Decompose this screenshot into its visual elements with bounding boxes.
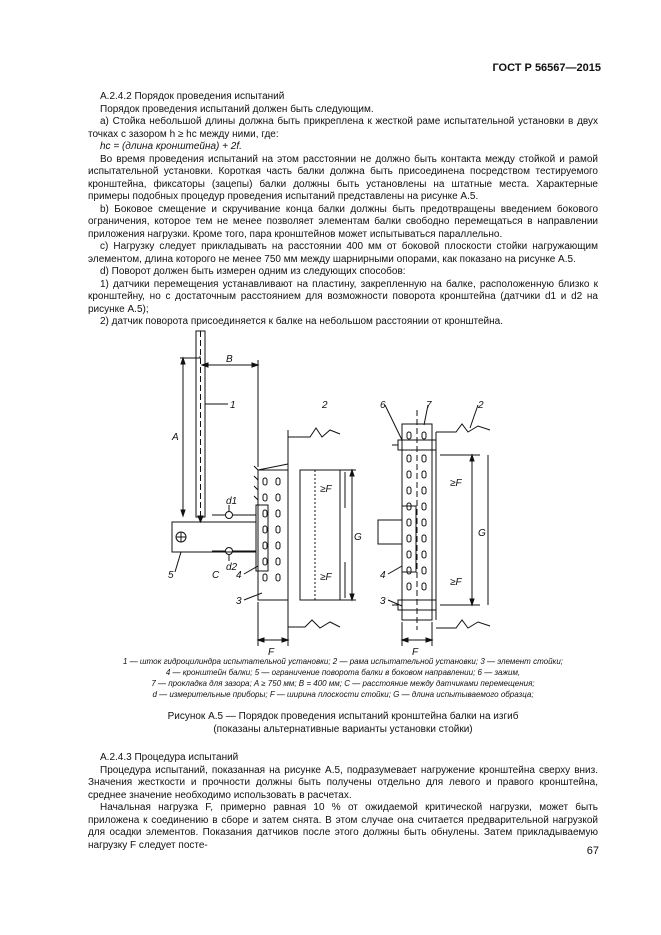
- label-4-right: 4: [380, 570, 386, 581]
- label-geF-bottom: ≥F: [320, 572, 332, 583]
- label-geF-right-bottom: ≥F: [450, 577, 462, 588]
- label-A: A: [172, 432, 179, 443]
- label-7: 7: [426, 400, 432, 411]
- label-3: 3: [236, 596, 242, 607]
- paragraph: Порядок проведения испытаний должен быть следующим.: [100, 103, 374, 115]
- label-2-right: 2: [478, 400, 484, 411]
- label-3-right: 3: [380, 596, 386, 607]
- upright-slots: [263, 478, 280, 581]
- document-id: ГОСТ Р 56567—2015: [492, 62, 601, 74]
- label-G-right: G: [478, 528, 486, 539]
- section-test-procedure: [88, 752, 598, 852]
- label-F-right: F: [412, 647, 419, 658]
- paragraph: Процедура испытаний, показанная на рисунке А.5, подразумевает нагружение кронштейна сверху вниз. Значения жесткости и прочности должны быть получены отдельно для левого и правого кронштейна, среднее значение необходимо использовать в расчетах.: [88, 764, 598, 801]
- label-B: B: [226, 354, 233, 365]
- paragraph: d) Поворот должен быть измерен одним из следующих способов:: [100, 266, 406, 277]
- label-G: G: [354, 532, 362, 543]
- upright-left: [258, 470, 288, 600]
- figure-legend: [88, 656, 598, 700]
- formula: hc = (длина кронштейна) + 2f.: [100, 141, 242, 152]
- label-6: 6: [380, 400, 386, 411]
- paragraph: а) Стойка небольшой длины должна быть прикреплена к жесткой раме испытательной установки в двух точках с зазором h ≥ hc между ними, где:: [88, 116, 598, 140]
- section-title: А.2.4.3 Процедура испытаний: [100, 752, 239, 763]
- paragraph: 1) датчики перемещения устанавливают на пластину, закрепленную на балке, расположенную близко к кронштейну, но с достаточным расстоянием для возможности поворота кронштейна (датчики d1 и d2 на рисунке А.5);: [88, 278, 598, 315]
- paragraph: 2) датчик поворота присоединяется к балке на небольшом расстоянии от кронштейна.: [100, 316, 503, 327]
- legend-line: 7 — прокладка для зазора; A ≥ 750 мм; B = 400 мм; C — расстояние между датчиками перемещения;: [151, 679, 535, 688]
- label-d1: d1: [226, 496, 238, 507]
- legend-line: d — измерительные приборы; F — ширина плоскости стойки; G — длина испытываемого образца;: [152, 690, 534, 699]
- figure-caption: [88, 711, 598, 736]
- caption-line: (показаны альтернативные варианты установки стойки): [213, 723, 473, 735]
- legend-line: 4 — кронштейн балки; 5 — ограничение поворота балки в боковом направлении; 6 — зажим,: [165, 668, 521, 677]
- label-geF-right-top: ≥F: [450, 478, 462, 489]
- section-title: А.2.4.2 Порядок проведения испытаний: [100, 91, 285, 102]
- label-1: 1: [230, 400, 236, 411]
- label-d2: d2: [226, 562, 238, 573]
- label-4: 4: [236, 570, 242, 581]
- label-2: 2: [322, 400, 328, 411]
- paragraph: c) Нагрузку следует прикладывать на расстоянии 400 мм от боковой плоскости стойки нагружающим элементом, длина которого не менее 750 мм между шарнирными опорами, как показано на рисунке А.5.: [88, 241, 598, 265]
- bracket-right: [402, 506, 416, 572]
- paragraph: Начальная нагрузка F, примерно равная 10 % от ожидаемой критической нагрузки, может быть приложена к соединению в сборе и затем снята. В этом случае она считается предварительной нагрузкой для осадки элементов. Показания датчиков после этого должны быть обнулены. Затем прикладываемую нагрузку F следует посте-: [88, 802, 598, 851]
- label-geF-top: ≥F: [320, 484, 332, 495]
- paragraph: Во время проведения испытаний на этом расстоянии не должно быть контакта между стойкой и рамой испытательной установки. Короткая часть балки должна быть присоединена посредством тестируемого кронштейна, фиксаторы (зацепы) балки должны быть установлены на штатные места. Характерные примеры подобных процедур проведения испытаний представлены на рисунке А.5.: [88, 153, 598, 202]
- legend-line: 1 — шток гидроцилиндра испытательной установки; 2 — рама испытательной установки; 3 — элемент стойки;: [123, 657, 563, 666]
- caption-line: Рисунок А.5 — Порядок проведения испытаний кронштейна балки на изгиб: [167, 711, 519, 722]
- label-C: C: [212, 570, 220, 581]
- label-5: 5: [168, 570, 174, 581]
- paragraph: b) Боковое смещение и скручивание конца балки должны быть предотвращены введением бокового ограничения, которое тем не менее позволяет элементам балки свободно перемещаться в направлении приложения нагрузки. Кроме того, пара кронштейнов может испытываться параллельно.: [88, 203, 598, 240]
- label-F: F: [268, 647, 275, 658]
- beam-right: [378, 520, 402, 544]
- page-number: 67: [586, 845, 599, 857]
